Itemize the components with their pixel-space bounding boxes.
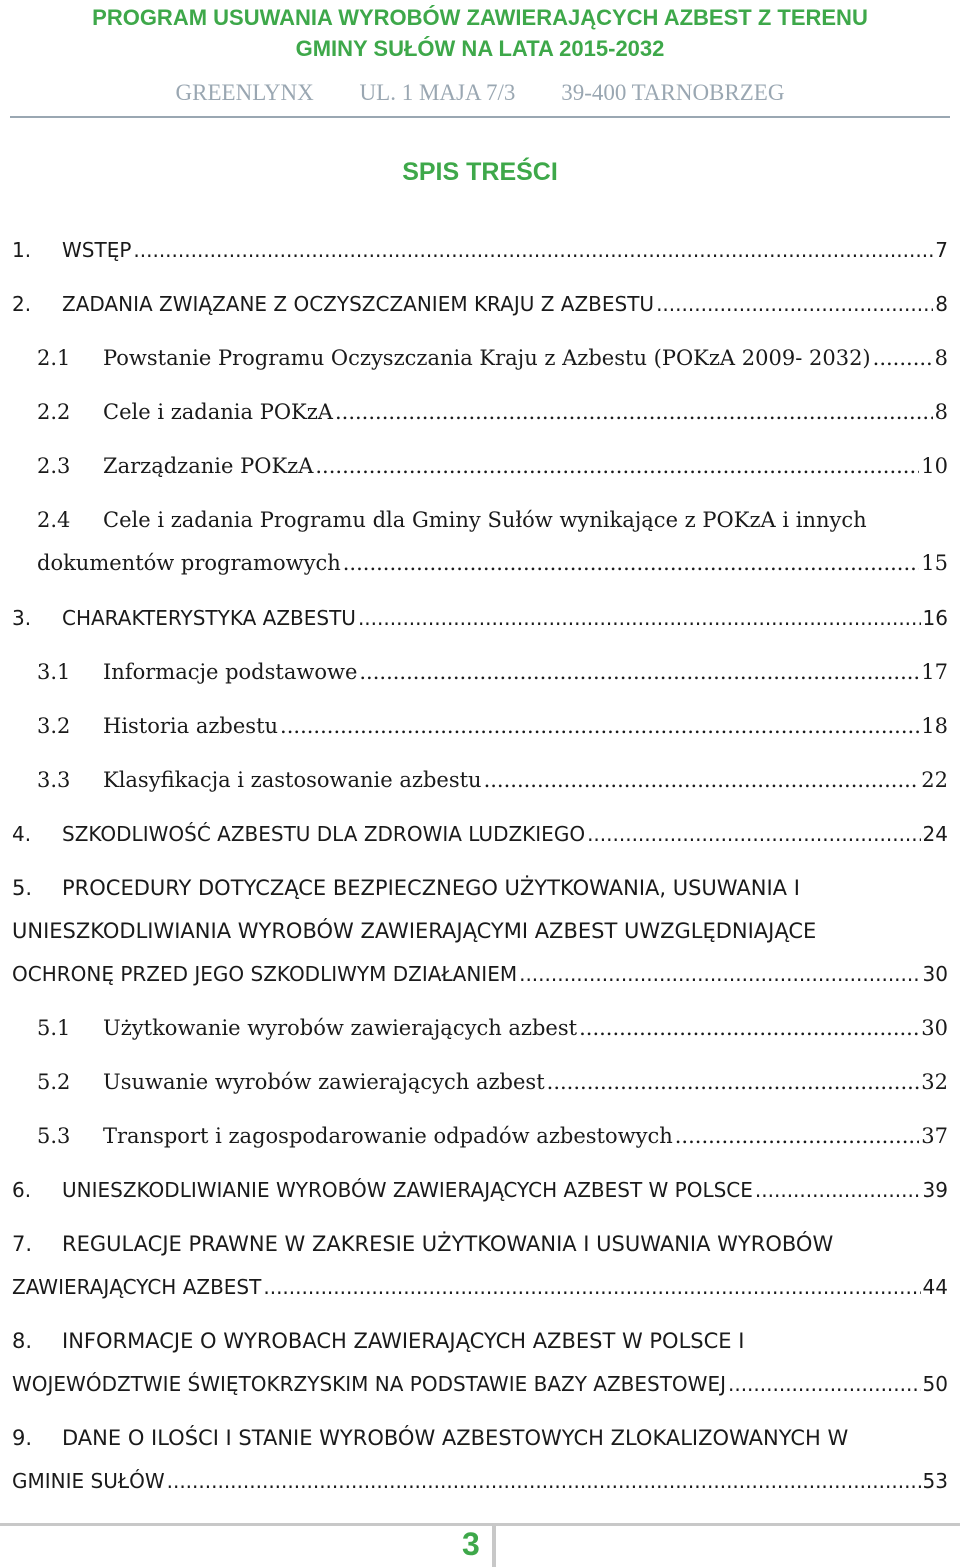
- toc-entry[interactable]: 2.1 Powstanie Programu Oczyszczania Kraju z Azbestu (POKzA 2009- 2032) ..... 8: [37, 346, 948, 370]
- toc-entry[interactable]: 4. SZKODLIWOŚĆ AZBESTU DLA ZDROWIA LUDZKIEGO ..... 24: [12, 822, 948, 846]
- toc-entry[interactable]: 3. CHARAKTERYSTYKA AZBESTU ..... 16: [12, 606, 948, 630]
- header-address: [0, 80, 960, 106]
- toc-entry[interactable]: 5.1 Użytkowanie wyrobów zawierających azbest ..... 30: [37, 1016, 948, 1040]
- page-number: 3: [462, 1526, 480, 1562]
- street-address: UL. 1 MAJA 7/3: [359, 80, 516, 105]
- toc-entry[interactable]: 1. WSTĘP ..... 7: [12, 238, 948, 262]
- toc-entry[interactable]: 2. ZADANIA ZWIĄZANE Z OCZYSZCZANIEM KRAJU Z AZBESTU ..... 8: [12, 292, 948, 316]
- toc-entry[interactable]: 2.2 Cele i zadania POKzA ..... 8: [37, 400, 948, 424]
- header-title-line1: PROGRAM USUWANIA WYROBÓW ZAWIERAJĄCYCH AZBEST Z TERENU: [92, 5, 868, 30]
- toc-entry[interactable]: WOJEWÓDZTWIE ŚWIĘTOKRZYSKIM NA PODSTAWIE BAZY AZBESTOWEJ ..... 50: [12, 1372, 948, 1396]
- city-address: 39-400 TARNOBRZEG: [561, 80, 785, 105]
- company-name: GREENLYNX: [175, 80, 314, 105]
- toc-entry[interactable]: OCHRONĘ PRZED JEGO SZKODLIWYM DZIAŁANIEM ..... 30: [12, 962, 948, 986]
- toc-entry[interactable]: dokumentów programowych ..... 15: [37, 551, 948, 575]
- toc-title: SPIS TREŚCI: [402, 158, 558, 186]
- toc-entry[interactable]: 6. UNIESZKODLIWIANIE WYROBÓW ZAWIERAJĄCYCH AZBEST W POLSCE ..... 39: [12, 1178, 948, 1202]
- toc-entry-first-line[interactable]: 8. INFORMACJE O WYROBACH ZAWIERAJĄCYCH AZBEST W POLSCE I: [12, 1329, 745, 1353]
- toc-entry-first-line[interactable]: 9. DANE O ILOŚCI I STANIE WYROBÓW AZBESTOWYCH ZLOKALIZOWANYCH W: [12, 1426, 849, 1450]
- toc-entry-first-line[interactable]: 7. REGULACJE PRAWNE W ZAKRESIE UŻYTKOWANIA I USUWANIA WYROBÓW: [12, 1232, 834, 1256]
- toc-entry[interactable]: 5.2 Usuwanie wyrobów zawierających azbest ..... 32: [37, 1070, 948, 1094]
- footer-vertical-bar: [492, 1525, 496, 1567]
- toc-entry-second-line[interactable]: UNIESZKODLIWIANIA WYROBÓW ZAWIERAJĄCYMI AZBEST UWZGLĘDNIAJĄCE: [12, 919, 817, 943]
- toc-entry-first-line[interactable]: 2.4 Cele i zadania Programu dla Gminy Sułów wynikające z POKzA i innych: [37, 508, 867, 532]
- toc-entry[interactable]: GMINIE SUŁÓW ..... 53: [12, 1469, 948, 1493]
- toc-entry[interactable]: 2.3 Zarządzanie POKzA ..... 10: [37, 454, 948, 478]
- toc-entry[interactable]: 3.1 Informacje podstawowe ..... 17: [37, 660, 948, 684]
- toc-entry[interactable]: 5.3 Transport i zagospodarowanie odpadów azbestowych ..... 37: [37, 1124, 948, 1148]
- toc-entry-first-line[interactable]: 5. PROCEDURY DOTYCZĄCE BEZPIECZNEGO UŻYTKOWANIA, USUWANIA I: [12, 876, 800, 900]
- toc-entry[interactable]: 3.3 Klasyfikacja i zastosowanie azbestu ..... 22: [37, 768, 948, 792]
- toc-entry[interactable]: ZAWIERAJĄCYCH AZBEST ..... 44: [12, 1275, 948, 1299]
- toc-entry[interactable]: 3.2 Historia azbestu ..... 18: [37, 714, 948, 738]
- header-title-line2: GMINY SUŁÓW NA LATA 2015-2032: [295, 36, 665, 61]
- header-divider: [10, 116, 950, 118]
- footer-divider: [0, 1523, 960, 1526]
